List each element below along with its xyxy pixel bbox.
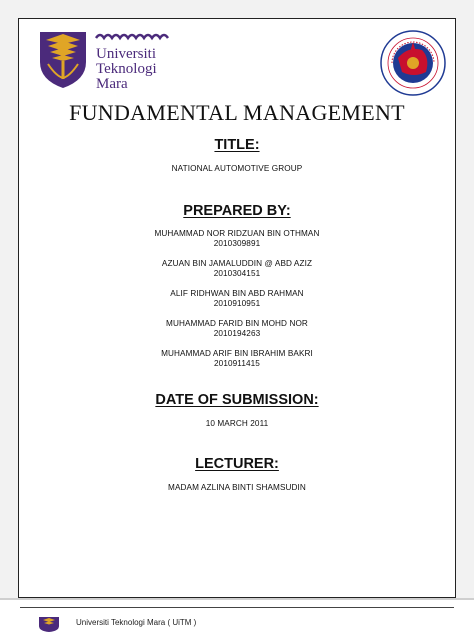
- list-item: [18, 229, 456, 249]
- member-id: 2010910951: [213, 299, 261, 308]
- member-id: 2010304151: [213, 269, 261, 278]
- member-id: 2010911415: [214, 359, 260, 368]
- lecturer-name: MADAM AZLINA BINTI SHAMSUDIN: [168, 483, 306, 492]
- project-title: NATIONAL AUTOMOTIVE GROUP: [171, 164, 303, 173]
- uitm-crest-icon: [36, 28, 196, 90]
- svg-text:Universiti: Universiti: [96, 46, 156, 62]
- footer-divider: [20, 607, 454, 608]
- member-id: 2010309891: [213, 239, 261, 248]
- document-title: FUNDAMENTAL MANAGEMENT: [69, 100, 405, 125]
- seal-emblem-icon: [378, 28, 448, 98]
- uitm-logo: [36, 28, 196, 90]
- member-list: [18, 229, 456, 379]
- member-id: 2010194263: [213, 329, 261, 338]
- submission-heading: DATE OF SUBMISSION:: [155, 392, 319, 408]
- submission-date: 10 MARCH 2011: [205, 419, 269, 428]
- malaysia-seal-logo: [378, 28, 448, 98]
- member-name: AZUAN BIN JAMALUDDIN @ ABD AZIZ: [161, 259, 313, 268]
- member-name: MUHAMMAD FARID BIN MOHD NOR: [166, 319, 308, 328]
- next-page-header: [0, 600, 474, 632]
- list-item: [18, 289, 456, 309]
- member-name: MUHAMMAD ARIF BIN IBRAHIM BAKRI: [161, 349, 313, 358]
- list-item: [18, 349, 456, 369]
- title-heading: TITLE:: [214, 137, 260, 153]
- member-name: ALIF RIDHWAN BIN ABD RAHMAN: [170, 289, 304, 298]
- svg-text:Teknologi: Teknologi: [96, 61, 157, 77]
- svg-text:Mara: Mara: [96, 76, 128, 90]
- lecturer-heading: LECTURER:: [195, 456, 279, 472]
- uitm-crest-icon: [38, 616, 60, 632]
- member-name: MUHAMMAD NOR RIDZUAN BIN OTHMAN: [154, 229, 320, 238]
- footer-university-name: Universiti Teknologi Mara ( UiTM ): [76, 618, 197, 627]
- list-item: [18, 319, 456, 339]
- list-item: [18, 259, 456, 279]
- prepared-by-heading: PREPARED BY:: [183, 203, 291, 219]
